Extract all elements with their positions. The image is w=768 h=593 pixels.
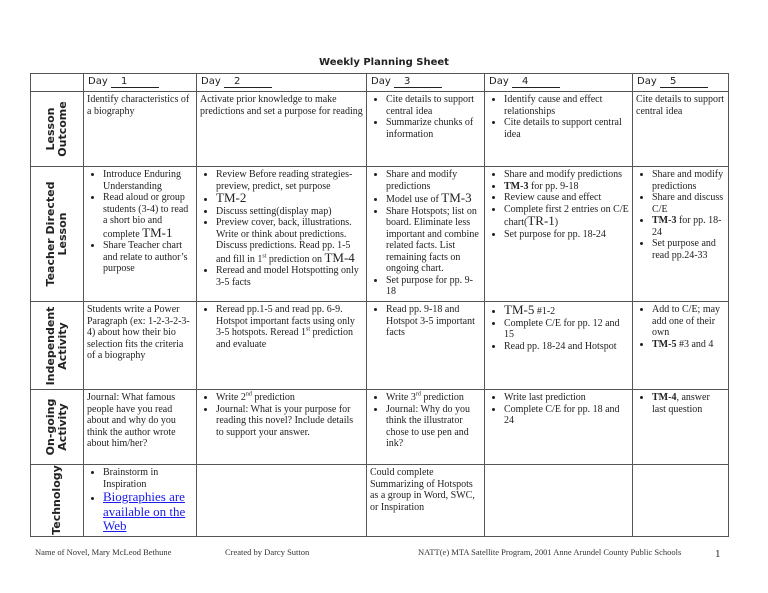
tm-reference: TM-4 [652, 392, 677, 403]
list-item [504, 304, 629, 318]
plan-cell [485, 390, 633, 465]
plan-cell [197, 465, 367, 537]
tm-reference: TM-3 [652, 215, 677, 226]
plan-cell [367, 92, 485, 167]
header-row [31, 74, 729, 92]
row-label-line: Independent [44, 306, 57, 385]
cell-text: Activate prior knowledge to make predictions and set a purpose for reading [200, 94, 363, 117]
text-segment: Share and modify predictions [504, 169, 623, 180]
text-segment: Write 2 [216, 392, 246, 403]
table-row [31, 390, 729, 465]
corner-cell [31, 74, 84, 92]
cell-text: Journal: What famous people have you read about and why do you think the author wrote about him/her? [87, 392, 176, 449]
plan-cell [485, 167, 633, 302]
text-segment: Complete C/E for pp. 12 and 15 [504, 317, 620, 340]
row-label-line: Lesson [44, 107, 57, 151]
row-label [51, 465, 63, 535]
text-segment: Read aloud or group students (3-4) to read a short bio and complete [103, 192, 189, 240]
footer-novel: Name of Novel, Mary McLeod Bethune [35, 547, 172, 557]
list-item [504, 169, 629, 181]
row-label-line: Teacher Directed [44, 181, 57, 287]
list-item [652, 392, 725, 415]
tm-reference: TM-3 [441, 190, 472, 205]
list-item [386, 392, 481, 404]
superscript: rd [415, 391, 421, 398]
day-label: Day [371, 76, 391, 87]
text-segment: #3 and 4 [676, 338, 714, 350]
text-segment: Journal: What is your purpose for reading this novel? Include details to support your answer. [216, 403, 354, 438]
text-segment: Cite details to support central idea [504, 117, 622, 140]
plan-cell [84, 167, 197, 302]
row-label [45, 182, 69, 287]
tm-reference: TR-1 [527, 213, 555, 228]
text-segment: prediction and evaluate [216, 327, 354, 350]
list-item [386, 206, 481, 275]
text-segment: for pp. 18-24 [652, 215, 722, 238]
text-segment: Share and modify predictions [652, 169, 724, 192]
text-segment: Cite details to support central idea [386, 94, 475, 117]
text-segment: Write 3 [386, 392, 416, 403]
text-segment: Review cause and effect [504, 192, 602, 203]
text-segment: Read pp. 18-24 and Hotspot [504, 340, 617, 352]
plan-cell [197, 302, 367, 390]
list-item [216, 192, 363, 206]
row-label-line: Activity [56, 403, 69, 451]
day-label: Day [88, 76, 108, 87]
list-item [216, 169, 363, 192]
list-item [652, 215, 725, 238]
plan-cell [84, 390, 197, 465]
plan-cell [633, 167, 729, 302]
list-item [103, 192, 193, 240]
text-segment: Set purpose and read pp.24-33 [652, 238, 716, 261]
plan-cell [485, 465, 633, 537]
list-item [504, 392, 629, 404]
bullet-list [200, 169, 363, 288]
text-segment: for pp. 9-18 [528, 180, 579, 192]
bullet-list [636, 169, 725, 261]
row-label-cell [31, 302, 84, 390]
plan-cell [485, 92, 633, 167]
page-title: Weekly Planning Sheet [319, 57, 449, 68]
plan-cell [633, 302, 729, 390]
text-segment: Preview cover, back, illustrations. Write or think about predictions. Discuss predictions. Read pp. 1-5 and fill in 1 [216, 217, 352, 265]
text-segment: Model use of [386, 194, 442, 205]
text-segment: Set purpose for pp. 9-18 [386, 274, 473, 297]
list-item [504, 404, 629, 427]
list-item [386, 404, 481, 450]
plan-cell [84, 92, 197, 167]
day-label: Day [637, 76, 657, 87]
text-segment: Reread pp.1-5 and read pp. 6-9. Hotspot important facts using only 3-5 hotspots. Reread 1 [216, 304, 355, 338]
text-segment: Discuss setting(display map) [216, 205, 332, 217]
list-item [386, 275, 481, 298]
list-item [504, 204, 629, 229]
row-label-cell [31, 390, 84, 465]
text-segment: Write last prediction [504, 392, 586, 403]
list-item [652, 169, 725, 192]
list-item [216, 404, 363, 439]
tm-reference: TM-3 [504, 180, 529, 192]
tm-reference: TM-4 [324, 249, 355, 265]
cell-text: Could complete Summarizing of Hotspots as a group in Word, SWC, or Inspiration [370, 467, 475, 513]
bullet-list [370, 94, 481, 140]
day-number: 2 [224, 76, 272, 88]
list-item [103, 169, 193, 192]
plan-cell [633, 92, 729, 167]
cell-text: Identify characteristics of a biography [87, 94, 190, 117]
plan-cell [367, 465, 485, 537]
plan-cell [84, 302, 197, 390]
text-segment: prediction on [266, 253, 325, 265]
text-segment: Set purpose for pp. 18-24 [504, 228, 606, 240]
text-segment: Identify cause and effect relationships [504, 94, 603, 117]
text-segment: prediction [251, 392, 295, 403]
list-item [504, 229, 629, 241]
text-segment: , answer last question [652, 392, 710, 415]
list-item [504, 318, 629, 341]
row-label-cell [31, 167, 84, 302]
list-item [652, 339, 725, 351]
table-row [31, 465, 729, 537]
web-link[interactable]: Biographies are available on the Web [103, 489, 186, 533]
bullet-list [87, 467, 193, 534]
row-label-line: Activity [56, 321, 69, 370]
row-label-line: Technology [50, 465, 63, 536]
page-number: 1 [715, 548, 721, 560]
plan-cell [485, 302, 633, 390]
table-row [31, 92, 729, 167]
superscript: st [262, 253, 267, 260]
bullet-list [488, 169, 629, 240]
plan-cell [633, 390, 729, 465]
plan-cell [367, 302, 485, 390]
bullet-list [370, 169, 481, 298]
text-segment: Complete first 2 entries on C/E chart( [504, 203, 629, 228]
day-number: 1 [111, 76, 159, 88]
superscript: nd [245, 391, 252, 398]
list-item [103, 240, 193, 275]
list-item [386, 192, 481, 206]
tm-reference: TM-2 [216, 190, 247, 205]
list-item [652, 304, 725, 339]
text-segment: #1-2 [534, 306, 556, 317]
bullet-list [200, 392, 363, 438]
row-label-line: On-going [44, 398, 57, 456]
list-item [216, 392, 363, 404]
day-label: Day [201, 76, 221, 87]
text-segment: Summarize chunks of information [386, 117, 474, 140]
plan-cell [633, 465, 729, 537]
row-label-cell [31, 92, 84, 167]
text-segment: Review Before reading strategies-preview, predict, set purpose [216, 169, 353, 192]
list-item [216, 206, 363, 218]
text-segment: Share and modify predictions [386, 169, 458, 192]
bullet-list [370, 392, 481, 450]
list-item [504, 192, 629, 204]
list-item [216, 265, 363, 288]
row-label [45, 306, 69, 385]
list-item [504, 181, 629, 193]
tm-reference: TM-5 [652, 338, 677, 350]
row-label [45, 101, 69, 156]
cell-text: Cite details to support central idea [636, 94, 725, 117]
list-item [504, 117, 629, 140]
day-header-4 [485, 74, 633, 92]
bullet-list [636, 392, 725, 415]
list-item [504, 94, 629, 117]
text-segment: Complete C/E for pp. 18 and 24 [504, 403, 620, 426]
tm-reference: TM-5 [504, 302, 535, 317]
bullet-list [488, 392, 629, 427]
bullet-list [488, 94, 629, 140]
text-segment: Journal: Why do you think the illustrator chose to use pen and ink? [386, 403, 470, 449]
text-segment: Share and discuss C/E [652, 192, 724, 215]
list-item [103, 490, 193, 534]
list-item [103, 467, 193, 490]
list-item [652, 192, 725, 215]
bullet-list [87, 169, 193, 275]
footer-creator: Created by Darcy Sutton [225, 547, 310, 557]
day-header-2 [197, 74, 367, 92]
day-header-1 [84, 74, 197, 92]
planning-table [30, 73, 729, 537]
footer-program: NATT(e) MTA Satellite Program, 2001 Anne Arundel County Public Schools [418, 547, 682, 557]
table-row [31, 167, 729, 302]
list-item [386, 94, 481, 117]
text-segment: ) [554, 217, 559, 228]
day-number: 3 [394, 76, 442, 88]
plan-cell [197, 167, 367, 302]
row-label-line: Lesson [56, 212, 69, 256]
day-number: 5 [660, 76, 708, 88]
bullet-list [370, 304, 481, 339]
plan-cell [367, 390, 485, 465]
list-item [216, 304, 363, 350]
text-segment: Read pp. 9-18 and Hotspot 3-5 important facts [386, 304, 475, 338]
text-segment: Introduce Enduring Understanding [103, 169, 182, 192]
list-item [216, 217, 363, 265]
text-segment: prediction [420, 392, 464, 403]
bullet-list [636, 304, 725, 350]
text-segment: Share Teacher chart and relate to author’s purpose [103, 240, 188, 274]
bullet-list [488, 304, 629, 352]
plan-cell [197, 92, 367, 167]
table-row [31, 302, 729, 390]
cell-text: Students write a Power Paragraph (ex: 1-2-3-2-3-4) about how their bio selection fits the criteria of a biography [87, 304, 190, 361]
list-item [504, 341, 629, 353]
list-item [386, 304, 481, 339]
list-item [652, 238, 725, 261]
text-segment: Share Hotspots; list on board. Eliminate less important and combine related facts. List remaining facts on ongoing chart. [386, 205, 479, 274]
plan-cell [367, 167, 485, 302]
text-segment: Add to C/E; may add one of their own [652, 304, 721, 338]
superscript: st [306, 326, 311, 333]
list-item [386, 117, 481, 140]
text-segment: Reread and model Hotspotting only 3-5 facts [216, 265, 359, 288]
row-label-cell [31, 465, 84, 537]
day-header-5 [633, 74, 729, 92]
plan-cell [197, 390, 367, 465]
day-header-3 [367, 74, 485, 92]
day-label: Day [489, 76, 509, 87]
plan-cell [84, 465, 197, 537]
text-segment: Brainstorm in Inspiration [103, 467, 159, 490]
list-item [386, 169, 481, 192]
day-number: 4 [512, 76, 560, 88]
tm-reference: TM-1 [142, 224, 173, 240]
bullet-list [200, 304, 363, 350]
row-label-line: Outcome [56, 101, 69, 157]
row-label [45, 399, 69, 456]
